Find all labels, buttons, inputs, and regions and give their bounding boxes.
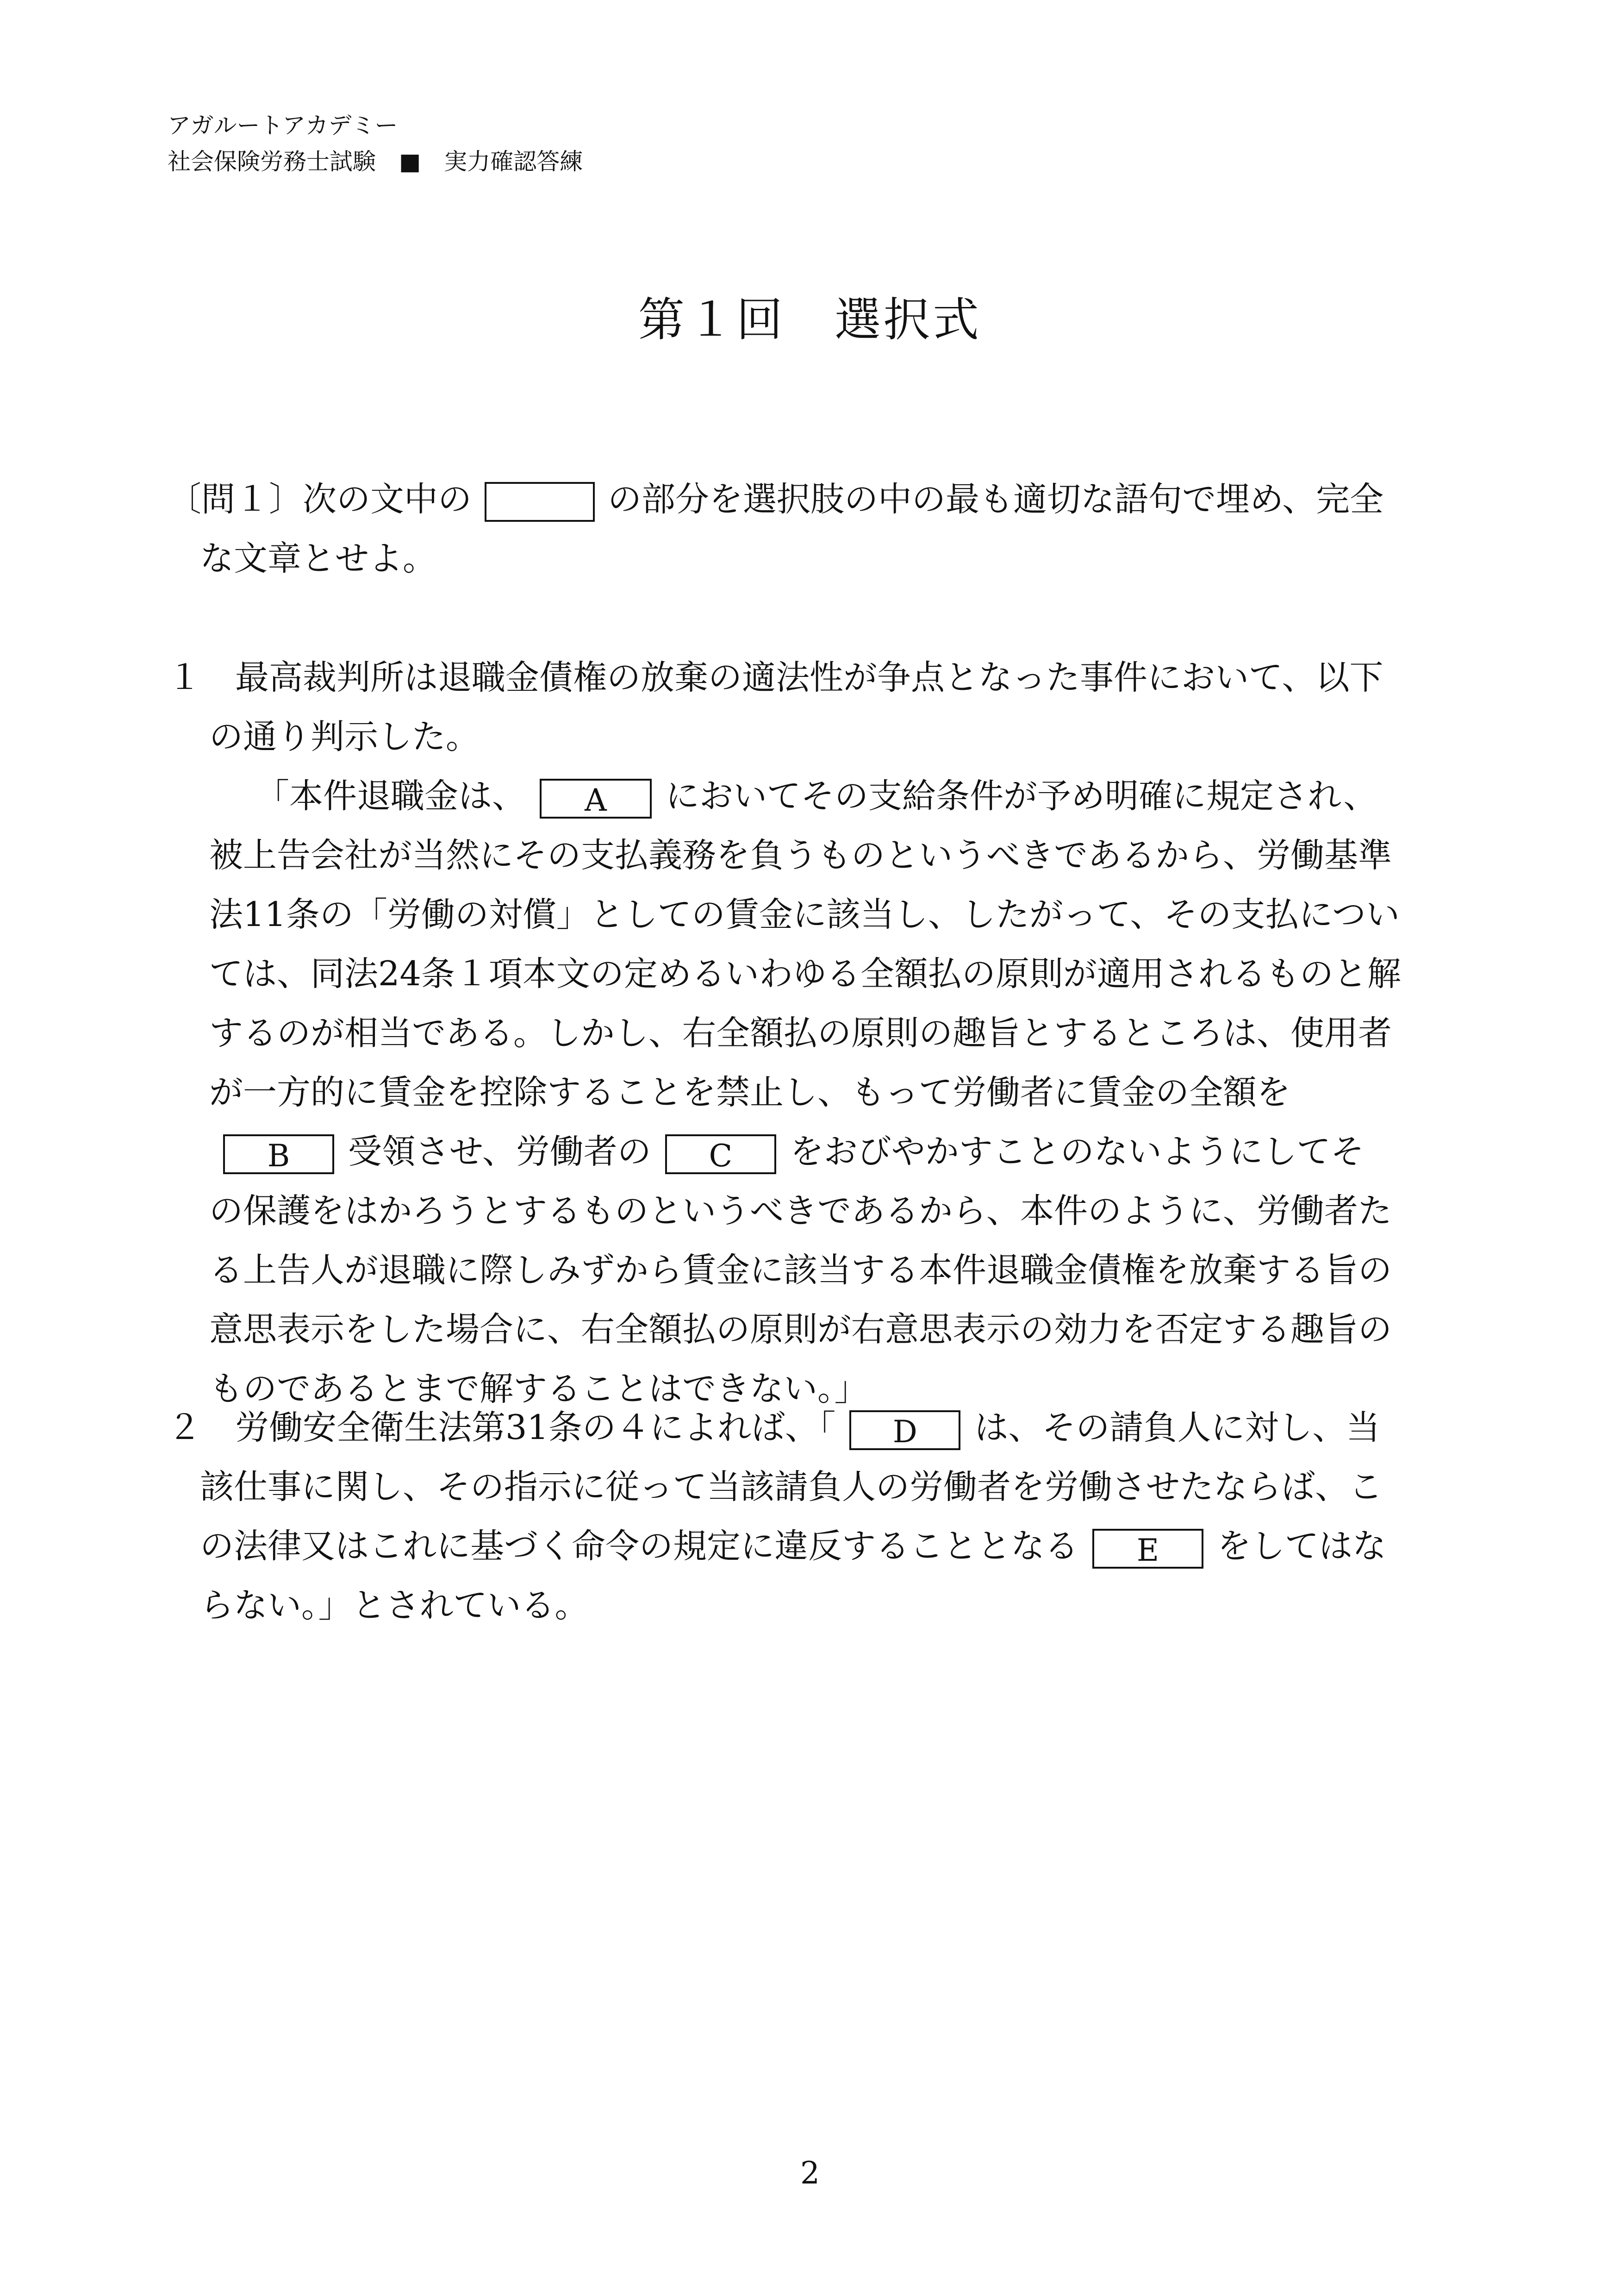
q2-line-3: の法律又はこれに基づく命令の規定に違反することとなる E をしてはな <box>200 1526 1386 1568</box>
blank-e-box: E <box>1092 1529 1203 1569</box>
q1-line-8: が一方的に賃金を控除することを禁止し、もって労働者に賃金の全額を <box>209 1073 1290 1112</box>
instruction-line-1: 〔問１〕次の文中の の部分を選択肢の中の最も適切な語句で埋め、完全 <box>168 470 1436 529</box>
question-1 <box>168 648 1436 1419</box>
q1-line-5: 法11条の「労働の対償」としての賃金に該当し、したがって、その支払につい <box>209 895 1400 934</box>
q1-line-7: するのが相当である。しかし、右全額払の原則の趣旨とするところは、使用者 <box>209 1013 1392 1053</box>
q2-line-4: らない。」とされている。 <box>200 1586 589 1625</box>
q1-line-3: 「本件退職金は、 A においてその支給条件が予め明確に規定され、 <box>255 776 1377 818</box>
blank-sample-box <box>485 482 595 522</box>
q1-line-1: １ 最高裁判所は退職金債権の放棄の適法性が争点となった事件において、以下 <box>168 658 1383 697</box>
document-header <box>168 107 583 180</box>
q1-line-11: る上告人が退職に際しみずから賃金に該当する本件退職金債権を放棄する旨の <box>209 1251 1392 1290</box>
instruction-line-2: な文章とせよ。 <box>200 539 436 578</box>
blank-c-box: C <box>665 1134 776 1174</box>
q2-line-1: ２ 労働安全衛生法第31条の４によれば、「 D は、その請負人に対し、当 <box>168 1408 1380 1450</box>
page-number: 2 <box>800 2155 820 2191</box>
q1-line-6: ては、同法24条１項本文の定めるいわゆる全額払の原則が適用されるものと解 <box>209 954 1401 994</box>
q1-line-9: B 受領させ、労働者の C をおびやかすことのないようにしてそ <box>168 1122 1436 1182</box>
q1-line-2: の通り判示した。 <box>209 717 480 757</box>
page-title: 第１回 選択式 <box>638 293 982 347</box>
q2-line-2: 該仕事に関し、その指示に従って当該請負人の労働者を労働させたならば、こ <box>200 1467 1383 1507</box>
question-2 <box>168 1398 1436 1635</box>
q1-line-10: の保護をはかろうとするものというべきであるから、本件のように、労働者た <box>209 1191 1392 1231</box>
publisher-name: アガルートアカデミー <box>168 112 398 139</box>
blank-d-box: D <box>849 1410 960 1450</box>
q1-line-12: 意思表示をした場合に、右全額払の原則が右意思表示の効力を否定する趣旨の <box>209 1310 1392 1349</box>
blank-a-box: A <box>540 779 652 819</box>
q1-line-13: ものであるとまで解することはできない。」 <box>209 1369 868 1408</box>
course-name: 社会保険労務士試験 ■ 実力確認答練 <box>168 148 583 175</box>
instruction-block <box>168 470 1436 588</box>
blank-b-box: B <box>223 1134 334 1174</box>
q1-line-4: 被上告会社が当然にその支払義務を負うものというべきであるから、労働基準 <box>209 836 1392 875</box>
